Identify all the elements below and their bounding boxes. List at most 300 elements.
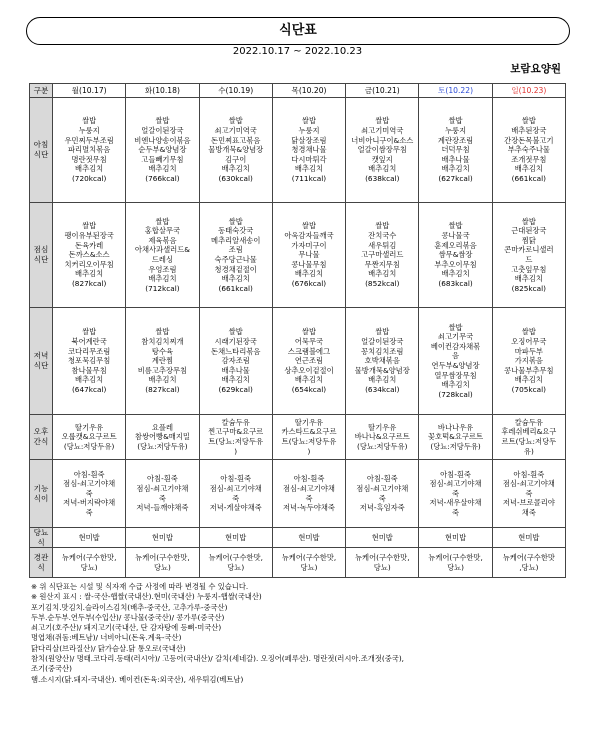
menu-item: 아침-흰죽 — [147, 474, 178, 484]
menu-item: 누룽지 — [298, 126, 320, 136]
menu-item: (712kcal) — [145, 283, 180, 293]
menu-item: 바나나&요구르트 — [354, 432, 410, 442]
menu-item: 다시마튀각 — [291, 154, 327, 164]
menu-item: 당뇨) — [153, 562, 171, 572]
menu-item: 현미밥 — [78, 532, 100, 542]
menu-item: 마파두부 — [514, 346, 543, 356]
note-line: 명엽채(쥐돔:베트남)/ 너비아니(돈육.계육-국산) — [31, 633, 182, 643]
menu-item: (647kcal) — [71, 384, 107, 394]
menu-cell — [199, 308, 272, 415]
day-header-sat: 토(10.22) — [419, 84, 492, 98]
menu-item: (당뇨:저당두유) — [430, 441, 481, 451]
menu-item: 배추김치 — [148, 375, 177, 385]
menu-cell — [199, 415, 272, 460]
menu-cell — [199, 460, 272, 528]
day-header-mon: 월(10.17) — [53, 84, 126, 98]
menu-item: (766kcal) — [145, 173, 180, 183]
menu-item: 쌀밥 — [521, 216, 536, 226]
menu-item: 캣잎지 — [371, 154, 393, 164]
menu-cell — [126, 415, 199, 460]
menu-item: 점심-쇠고기야채 — [136, 483, 189, 493]
menu-item: (728kcal) — [438, 389, 473, 399]
menu-cell — [53, 528, 126, 548]
menu-item: 호박채볶음 — [364, 356, 400, 366]
menu-item: 계란장조림 — [437, 135, 474, 145]
menu-item: 숙주당근나물 — [214, 255, 257, 264]
menu-item: 열무쌈장무침 — [434, 370, 477, 380]
menu-item: 청포묵김무침 — [67, 356, 111, 366]
menu-item: 돈채느타리볶음 — [211, 346, 261, 356]
menu-item: 고구마샐러드 — [361, 250, 404, 260]
menu-item: 쌀밥 — [82, 221, 97, 231]
menu-item: 아침-흰죽 — [73, 469, 105, 479]
menu-item: (661kcal) — [511, 173, 547, 183]
menu-item: 뉴케어(구수한맛, — [355, 553, 410, 563]
menu-item: 당뇨) — [447, 562, 465, 572]
menu-cell — [419, 548, 492, 578]
menu-item: ) — [234, 446, 238, 456]
menu-cell — [53, 98, 126, 203]
menu-cell — [272, 460, 345, 528]
menu-cell — [53, 460, 126, 528]
menu-item: 아채사과샐러드& — [134, 245, 190, 255]
menu-item: 딸기우유 — [368, 422, 397, 432]
menu-item: 베이컨감자채볶 — [430, 341, 481, 351]
menu-item: (당뇨:저당두유) — [63, 441, 115, 451]
row-label-line: 식단 — [33, 255, 49, 264]
menu-item: 점심-쇠고기야채 — [63, 479, 116, 489]
menu-cell — [126, 528, 199, 548]
menu-item: 채죽 — [521, 507, 536, 517]
menu-item: 죽 — [305, 493, 313, 503]
menu-cell — [272, 528, 345, 548]
menu-item: 음 — [452, 351, 460, 361]
row-label-line: 식 — [37, 562, 45, 572]
menu-item: 무나물 — [298, 250, 320, 260]
note-line: 두부.순두부.연두부(수입산)/ 콩나물(중국산)/ 콩가루(중국산) — [31, 612, 225, 622]
menu-item: 간장돈목불고기 — [504, 135, 554, 145]
menu-item: 쌀밥 — [228, 216, 243, 226]
menu-item: 부추숙주나물 — [507, 145, 550, 155]
menu-item: 연두부&양념장 — [431, 361, 480, 370]
row-label-tube-feeding — [30, 548, 53, 578]
menu-cell — [272, 548, 345, 578]
menu-item: (629kcal) — [218, 384, 253, 394]
note-line: 포기김치.맛김치.슬라이스김치(배추-중국산, 고추가루-중국산) — [31, 602, 228, 612]
menu-item: 배추김치 — [368, 375, 397, 385]
menu-item: 김구이 — [225, 154, 247, 164]
menu-item: 배추김치 — [368, 269, 397, 279]
menu-item: 트(당뇨:저당두유 — [208, 437, 264, 446]
menu-item: 저녁-브로콜리야 — [502, 498, 555, 508]
menu-item: 배추나물 — [221, 365, 250, 375]
menu-cell — [272, 203, 345, 308]
menu-item: 칼슘두유 — [221, 417, 250, 427]
row-label-line: 식 — [37, 537, 45, 547]
note-line: 참치(원양산)/ 명태.코다리.동태(러시아)/ 고등어(국내산)/ 갈치(세네갈). 오징어(페루산). 명란젓(러시아.조개젓(중국), — [31, 654, 404, 664]
menu-cell — [492, 548, 565, 578]
menu-item: 점심-쇠고기야채 — [209, 483, 262, 493]
menu-item: 제육볶음 — [148, 235, 177, 245]
menu-item: 조개젓무침 — [511, 154, 547, 164]
menu-item: 배추김치 — [221, 375, 250, 385]
menu-item: 점심-쇠고기야채 — [282, 483, 335, 493]
menu-cell — [272, 415, 345, 460]
date-range: 2022.10.17 ~ 2022.10.23 — [232, 46, 363, 57]
menu-item: 카스타드&요구르 — [281, 427, 337, 437]
menu-item: 배추김치 — [294, 375, 324, 385]
menu-item: (711kcal) — [291, 173, 327, 183]
menu-item: 저녁-버지락야채 — [63, 498, 116, 508]
menu-item: 배추김치 — [514, 164, 543, 174]
menu-item: 콩나물부추무침 — [504, 365, 554, 375]
menu-item: (661kcal) — [218, 283, 253, 293]
row-label-line: 경관 — [33, 553, 49, 563]
menu-item: 딸기우유 — [75, 422, 104, 432]
menu-item: 고들빼기무침 — [141, 154, 184, 164]
menu-item: 물방개묵&양념장 — [208, 145, 264, 155]
menu-item: 배추김치 — [294, 164, 324, 174]
menu-item: 잔치국수 — [368, 231, 397, 241]
menu-item: 죽 — [452, 488, 460, 498]
menu-item: 현미밥 — [371, 532, 393, 542]
menu-cell — [419, 308, 492, 415]
menu-cell — [272, 308, 345, 415]
menu-item: 쌀밥 — [375, 221, 390, 231]
menu-item: 훈제오리볶음 — [434, 240, 477, 250]
menu-cell — [199, 528, 272, 548]
menu-item: 유) — [523, 446, 534, 456]
menu-item: 배추된장국 — [511, 126, 547, 136]
menu-item: 쌈무&쌈장 — [438, 250, 473, 260]
menu-item: 조림 — [228, 245, 243, 255]
row-lunch — [30, 203, 566, 308]
menu-item: 뉴케어(구수한맛, — [61, 553, 117, 563]
row-breakfast — [30, 98, 566, 203]
menu-item: 상추오이겉절이 — [284, 365, 334, 375]
menu-item: 비엔나양송이볶음 — [134, 135, 191, 145]
menu-item: 꽃호떡&요구르트 — [428, 432, 484, 442]
menu-item: 북어계란국 — [71, 337, 107, 347]
menu-item: ,당뇨) — [519, 562, 539, 572]
menu-item: (720kcal) — [71, 173, 107, 183]
menu-cell — [199, 98, 272, 203]
menu-item: 쌀밥 — [448, 116, 463, 126]
menu-item: 코다리무조림 — [67, 346, 111, 356]
menu-item: 무짠지무침 — [364, 259, 400, 269]
menu-item: 딸기우유 — [294, 417, 324, 427]
menu-item: 콘마카로니샐러 — [504, 245, 554, 255]
menu-cell — [492, 528, 565, 548]
menu-item: 꽁치김치조림 — [361, 346, 404, 356]
menu-item: 찜닭 — [521, 235, 536, 245]
menu-item: 아침-흰죽 — [220, 474, 252, 484]
day-header-wed: 수(10.19) — [199, 84, 272, 98]
menu-item: 아욱감자들깨국 — [284, 231, 334, 241]
menu-item: 가지볶음 — [514, 356, 543, 366]
menu-item: 스크램블에그 — [287, 346, 331, 356]
menu-item: 쌀밥 — [82, 327, 97, 337]
menu-item: 참치김치찌개 — [141, 337, 184, 347]
menu-cell — [346, 98, 419, 203]
menu-cell — [272, 98, 345, 203]
menu-cell — [492, 460, 565, 528]
menu-item: 닭살장조림 — [291, 135, 327, 145]
row-label-line: 당뇨 — [33, 528, 49, 537]
menu-item: 당뇨) — [373, 562, 391, 572]
menu-item: 쌀밥 — [155, 116, 170, 126]
menu-item: 배추김치 — [441, 269, 470, 279]
menu-item: 쌀밥 — [448, 221, 463, 231]
menu-item: 새우튀김 — [368, 240, 397, 250]
menu-item: ) — [307, 446, 311, 456]
menu-item: 어묵무국 — [294, 337, 324, 347]
day-header-fri: 금(10.21) — [346, 84, 419, 98]
menu-item: 당뇨) — [80, 562, 98, 572]
menu-item: (676kcal) — [291, 278, 327, 288]
menu-item: 쌀밥 — [82, 116, 97, 126]
menu-item: 콩나물무침 — [291, 259, 327, 269]
note-line: ※ 위 식단표는 시설 및 식자재 수급 사정에 따라 변경될 수 있습니다. — [31, 582, 249, 591]
row-snack — [30, 415, 566, 460]
menu-cell — [346, 308, 419, 415]
menu-item: 르트(당뇨:저당두 — [501, 437, 557, 446]
row-label-breakfast — [30, 98, 53, 203]
day-header-thu: 목(10.20) — [272, 84, 345, 98]
menu-item: 바나나우유 — [437, 422, 474, 432]
menu-item: 누룽지 — [78, 126, 100, 136]
row-diabetic — [30, 528, 566, 548]
menu-item: 현미밥 — [298, 532, 320, 542]
day-header-sun: 일(10.23) — [492, 84, 565, 98]
menu-item: 오룹캣&요구르트 — [61, 432, 117, 442]
menu-item: (827kcal) — [145, 384, 180, 394]
menu-item: 배추김치 — [514, 375, 543, 385]
menu-item: 뉴케어(구수한맛, — [208, 553, 263, 563]
note-line: 쇠고기(호주산)/ 돼지고기(국내산, 단 감자탕에 등뼈-미국산) — [31, 623, 222, 633]
menu-cell — [199, 203, 272, 308]
menu-item: 누룽지 — [444, 126, 467, 136]
menu-item: 물방개묵&양념장 — [354, 365, 410, 375]
menu-item: 배추나물 — [441, 154, 470, 164]
menu-cell — [346, 528, 419, 548]
menu-item: 쇠고기미역국 — [361, 126, 404, 136]
note-line: 닭다리살(브라질산)/ 닭가슴살.닭 통오로(국내산) — [31, 643, 186, 653]
menu-item: 요플레 — [151, 422, 173, 432]
menu-item: 드 — [525, 255, 533, 264]
menu-item: 홍합살무국 — [144, 226, 181, 236]
menu-item: (825kcal) — [511, 283, 547, 293]
menu-item: 쇠고기무국 — [437, 332, 474, 342]
menu-item: 죽 — [452, 507, 460, 517]
menu-item: 배추김치 — [75, 269, 104, 279]
row-label-special-diet — [30, 460, 53, 528]
menu-item: 부추오이무침 — [434, 259, 477, 269]
menu-item: 명란젓무침 — [71, 154, 107, 164]
menu-item: 파리멸치볶음 — [67, 145, 111, 155]
menu-item: 동태숙갓국 — [218, 226, 254, 236]
row-label-line: 점심 — [33, 245, 49, 255]
menu-item: 쌀밥 — [155, 216, 170, 226]
menu-item: 참쌍어빵&매지밀 — [134, 432, 190, 442]
row-label-line: 기능 — [33, 483, 49, 493]
menu-item: 쌀밥 — [301, 116, 317, 126]
menu-item: (당뇨:저당두유) — [357, 441, 408, 451]
menu-item: 쌀밥 — [375, 327, 390, 337]
menu-item: 뉴케어(구수한맛, — [281, 553, 337, 563]
note-line: 햄.소시지(닭.돼지-국내산). 베이컨(돈육:외국산), 새우튀김(베트남) — [31, 674, 244, 684]
menu-item: 죽 — [85, 488, 93, 498]
menu-item: 가자미구이 — [291, 240, 327, 250]
menu-cell — [419, 98, 492, 203]
menu-cell — [53, 415, 126, 460]
menu-item: (683kcal) — [438, 278, 473, 288]
page-title: 식단표 — [26, 17, 570, 45]
menu-item: 너비아니구이&소스 — [351, 135, 414, 145]
menu-cell — [492, 308, 565, 415]
menu-item: 쌀밥 — [375, 116, 390, 126]
menu-item: 콩나물국 — [441, 231, 470, 241]
row-label-snack — [30, 415, 53, 460]
menu-item: 쌀밥 — [155, 327, 170, 337]
menu-item: 팽이유부된장국 — [64, 231, 114, 241]
menu-cell — [126, 460, 199, 528]
menu-item: 쌀밥 — [228, 327, 243, 337]
menu-item: 연근조림 — [294, 356, 324, 366]
menu-item: 저녁-흑임자죽 — [359, 503, 405, 513]
menu-item: 돈육카레 — [75, 240, 104, 250]
note-line: ※ 원산지 표시 : 쌀-국산-햅쌀(국내산).현미(국내산) 누룽지-햅쌀(국내산) — [31, 592, 262, 602]
row-tube-feeding — [30, 548, 566, 578]
menu-cell — [199, 548, 272, 578]
row-label-diabetic — [30, 528, 53, 548]
menu-item: 배추김치 — [294, 269, 324, 279]
menu-item: 돈민찌표고볶음 — [211, 135, 261, 145]
day-header-tue: 화(10.18) — [126, 84, 199, 98]
menu-item: 청경채나물 — [291, 145, 327, 155]
menu-item: 배추김치 — [221, 274, 250, 284]
menu-item: 탕수육 — [151, 346, 173, 356]
menu-item: 쇠고기미역국 — [214, 126, 257, 136]
menu-cell — [53, 548, 126, 578]
menu-cell — [126, 98, 199, 203]
row-dinner — [30, 308, 566, 415]
menu-item: 순두부&양념장 — [138, 145, 187, 155]
menu-item: 배추김치 — [148, 164, 177, 174]
menu-item: 배추김치 — [514, 274, 543, 284]
row-label-lunch — [30, 203, 53, 308]
row-label-line: 식단 — [33, 150, 49, 159]
menu-item: 뉴케어(구수한맛, — [135, 553, 190, 563]
corner-label: 구분 — [30, 84, 53, 98]
menu-item: (630kcal) — [218, 173, 253, 183]
menu-cell — [126, 203, 199, 308]
menu-item: 현미밥 — [518, 532, 540, 542]
menu-cell — [419, 203, 492, 308]
menu-item: (627kcal) — [438, 173, 473, 183]
menu-item: 시래기된장국 — [214, 337, 257, 347]
menu-cell — [346, 203, 419, 308]
menu-item: 당뇨) — [227, 562, 245, 572]
menu-item: 돈까스&소스 — [68, 250, 110, 260]
note-line: 조기(중국산) — [31, 664, 72, 674]
menu-cell — [346, 460, 419, 528]
menu-item: 배추김치 — [441, 380, 470, 390]
menu-cell — [53, 308, 126, 415]
menu-item: 배추김치 — [368, 164, 397, 174]
menu-item: (당뇨:저당두유) — [137, 441, 188, 451]
menu-item: 뉴케어(구수한맛 — [502, 553, 555, 563]
menu-item: 쌀밥 — [448, 322, 463, 332]
menu-item: 쌀밥 — [301, 327, 317, 337]
menu-item: (638kcal) — [365, 173, 400, 183]
menu-item: 청경채겉절이 — [214, 264, 257, 274]
row-label-line: 식단 — [33, 361, 49, 370]
menu-item: 메추리알새송이 — [211, 235, 261, 245]
menu-item: 더덕무침 — [441, 145, 470, 155]
menu-item: 배추김치 — [441, 164, 470, 174]
menu-cell — [419, 528, 492, 548]
menu-item: 얼갈이된장국 — [361, 337, 404, 347]
menu-item: 비름고추장무침 — [137, 365, 188, 375]
menu-item: 쌀밥 — [228, 116, 243, 126]
menu-item: 얼갈이쌈장무침 — [357, 145, 407, 155]
menu-item: 참나물무침 — [71, 365, 107, 375]
menu-cell — [346, 415, 419, 460]
menu-item: 점심-쇠고기야채 — [356, 483, 409, 493]
menu-item: 현미밥 — [151, 532, 173, 542]
menu-item: 아침-흰죽 — [513, 469, 545, 479]
menu-item: 계란찜 — [151, 356, 173, 366]
row-label-line: 간식 — [33, 437, 49, 446]
menu-item: 죽 — [232, 493, 240, 503]
menu-item: 저녁-녹두야채죽 — [282, 503, 335, 513]
menu-item: 뉴케어(구수한맛, — [428, 553, 483, 563]
menu-item: 저녁-새우살야채 — [429, 498, 482, 508]
menu-item: 후레쉬베리&요구 — [501, 427, 557, 437]
menu-item: 죽 — [378, 493, 386, 503]
menu-item: 쌀밥 — [521, 327, 536, 337]
menu-item: (827kcal) — [71, 278, 107, 288]
menu-item: 우민찌두부조림 — [64, 135, 114, 145]
menu-item: 죽 — [525, 488, 533, 498]
menu-item: 찐고구마&요구르 — [208, 427, 264, 437]
row-label-line: 식이 — [33, 493, 49, 503]
menu-item: 드레싱 — [151, 255, 173, 264]
menu-item: 감자조림 — [221, 356, 250, 366]
menu-cell — [126, 548, 199, 578]
menu-cell — [492, 415, 565, 460]
menu-item: 트(당뇨:저당두유 — [281, 437, 337, 446]
table-header-row — [30, 84, 566, 98]
menu-item: (705kcal) — [511, 384, 547, 394]
menu-item: 오징어무국 — [511, 337, 547, 347]
menu-cell — [126, 308, 199, 415]
row-label-line: 아침 — [33, 140, 49, 150]
menu-item: 배추김치 — [221, 164, 250, 174]
menu-item: 고춧잎무침 — [511, 264, 547, 274]
meal-table — [29, 83, 566, 578]
organization-name: 보람요양원 — [510, 63, 561, 75]
menu-item: 아침-흰죽 — [293, 474, 325, 484]
menu-cell — [419, 415, 492, 460]
menu-cell — [53, 203, 126, 308]
row-special-diet — [30, 460, 566, 528]
menu-item: 배추김치 — [148, 274, 177, 284]
menu-item: 아침-흰죽 — [366, 474, 398, 484]
menu-item: 얼갈이된장국 — [141, 126, 184, 136]
row-label-line: 저녁 — [33, 351, 49, 361]
